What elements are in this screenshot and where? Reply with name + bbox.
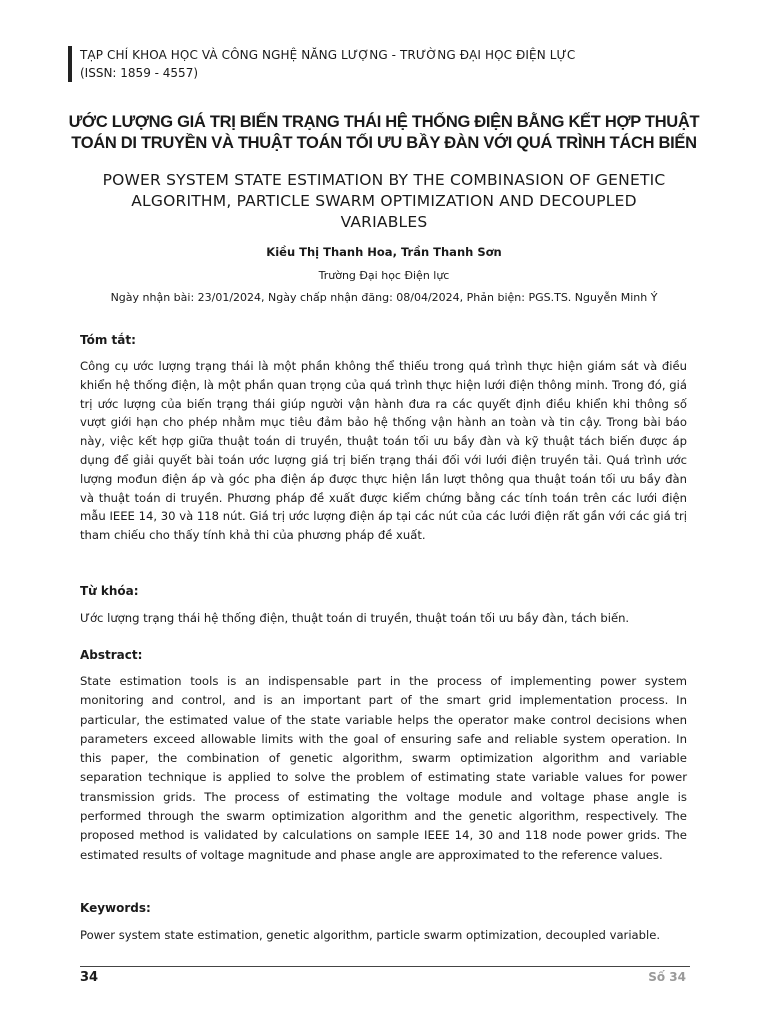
header-bar bbox=[68, 46, 72, 82]
journal-issn: (ISSN: 1859 - 4557) bbox=[80, 66, 199, 80]
issue-number: Số 34 bbox=[648, 970, 686, 984]
keywords-en-heading: Keywords: bbox=[80, 901, 151, 915]
title-vietnamese bbox=[60, 112, 708, 154]
affiliation: Trường Đại học Điện lực bbox=[318, 269, 450, 282]
submission-dates: Ngày nhận bài: 23/01/2024, Ngày chấp nhận đăng: 08/04/2024, Phản biện: PGS.TS. Nguyễn Minh Ý bbox=[110, 291, 658, 304]
title-vi-line: TOÁN DI TRUYỀN VÀ THUẬT TOÁN TỐI ƯU BẦY ĐÀN VỚI QUÁ TRÌNH TÁCH BIẾN bbox=[71, 134, 697, 152]
summary-heading: Tóm tắt: bbox=[80, 333, 136, 347]
abstract-text: State estimation tools is an indispensable part in the process of implementing power system monitoring and control, and is an important part of the smart grid implementation process. In particular, the estimated value of the state variable helps the operator make control decisions when parameters exceed allowable limits with the goal of ensuring safe and reliable system operation. In this paper, the combination of genetic algorithm, swarm optimization algorithm and variable separation technique is applied to solve the problem of estimating state variable values for power transmission grids. The process of estimating the voltage module and voltage phase angle is performed through the swarm optimization algorithm and the genetic algorithm, respectively. The proposed method is validated by calculations on sample IEEE 14, 30 and 118 node power grids. The estimated results of voltage magnitude and phase angle are approximated to the reference values. bbox=[80, 674, 687, 862]
summary-text: Công cụ ước lượng trạng thái là một phần không thể thiếu trong quá trình thực hiện giám sát và điều khiển hệ thống điện, là một phần quan trọng của quá trình thực hiện lưới điện thông minh. Trong đó, giá trị ước lượng của biến trạng thái giúp người vận hành đưa ra các quyết định điều khiển khi thông số vượt giới hạn cho phép nhằm mục tiêu đảm bảo hệ thống vận hành an toàn và tin cậy. Trong bài báo này, việc kết hợp giữa thuật toán di truyền, thuật toán tối ưu bầy đàn và kỹ thuật tách biến được áp dụng để giải quyết bài toán ước lượng giá trị biến trạng thái đối với lưới điện truyền tải. Quá trình ước lượng mođun điện áp và góc pha điện áp được thực hiện lần lượt thông qua thuật toán tối ưu bầy đàn và thuật toán di truyền. Phương pháp đề xuất được kiểm chứng bằng các tính toán trên các lưới điện mẫu IEEE 14, 30 và 118 nút. Giá trị ước lượng điện áp tại các nút của các lưới điện rất gần với các giá trị tham chiếu cho thấy tính khả thi của phương pháp đề xuất. bbox=[80, 359, 687, 543]
journal-name: TẠP CHÍ KHOA HỌC VÀ CÔNG NGHỆ NĂNG LƯỢNG - TRƯỜNG ĐẠI HỌC ĐIỆN LỰC bbox=[80, 48, 576, 62]
keywords-en-text: Power system state estimation, genetic algorithm, particle swarm optimization, decoupled variable. bbox=[80, 928, 661, 942]
title-vi-line: ƯỚC LƯỢNG GIÁ TRỊ BIẾN TRẠNG THÁI HỆ THỐNG ĐIỆN BẰNG KẾT HỢP THUẬT bbox=[68, 113, 700, 131]
title-en-line: ALGORITHM, PARTICLE SWARM OPTIMIZATION AND DECOUPLED bbox=[131, 192, 637, 210]
keywords-vi-heading: Từ khóa: bbox=[80, 584, 139, 598]
authors: Kiều Thị Thanh Hoa, Trần Thanh Sơn bbox=[266, 245, 502, 259]
title-english bbox=[60, 170, 708, 233]
title-en-line: POWER SYSTEM STATE ESTIMATION BY THE COMBINASION OF GENETIC bbox=[102, 171, 666, 189]
title-en-line: VARIABLES bbox=[340, 213, 428, 231]
abstract-heading: Abstract: bbox=[80, 648, 143, 662]
page-number: 34 bbox=[80, 970, 99, 985]
footer-divider bbox=[80, 966, 690, 967]
journal-header bbox=[68, 46, 708, 82]
keywords-vi-text: Ước lượng trạng thái hệ thống điện, thuật toán di truyền, thuật toán tối ưu bầy đàn, tách biến. bbox=[80, 611, 630, 625]
